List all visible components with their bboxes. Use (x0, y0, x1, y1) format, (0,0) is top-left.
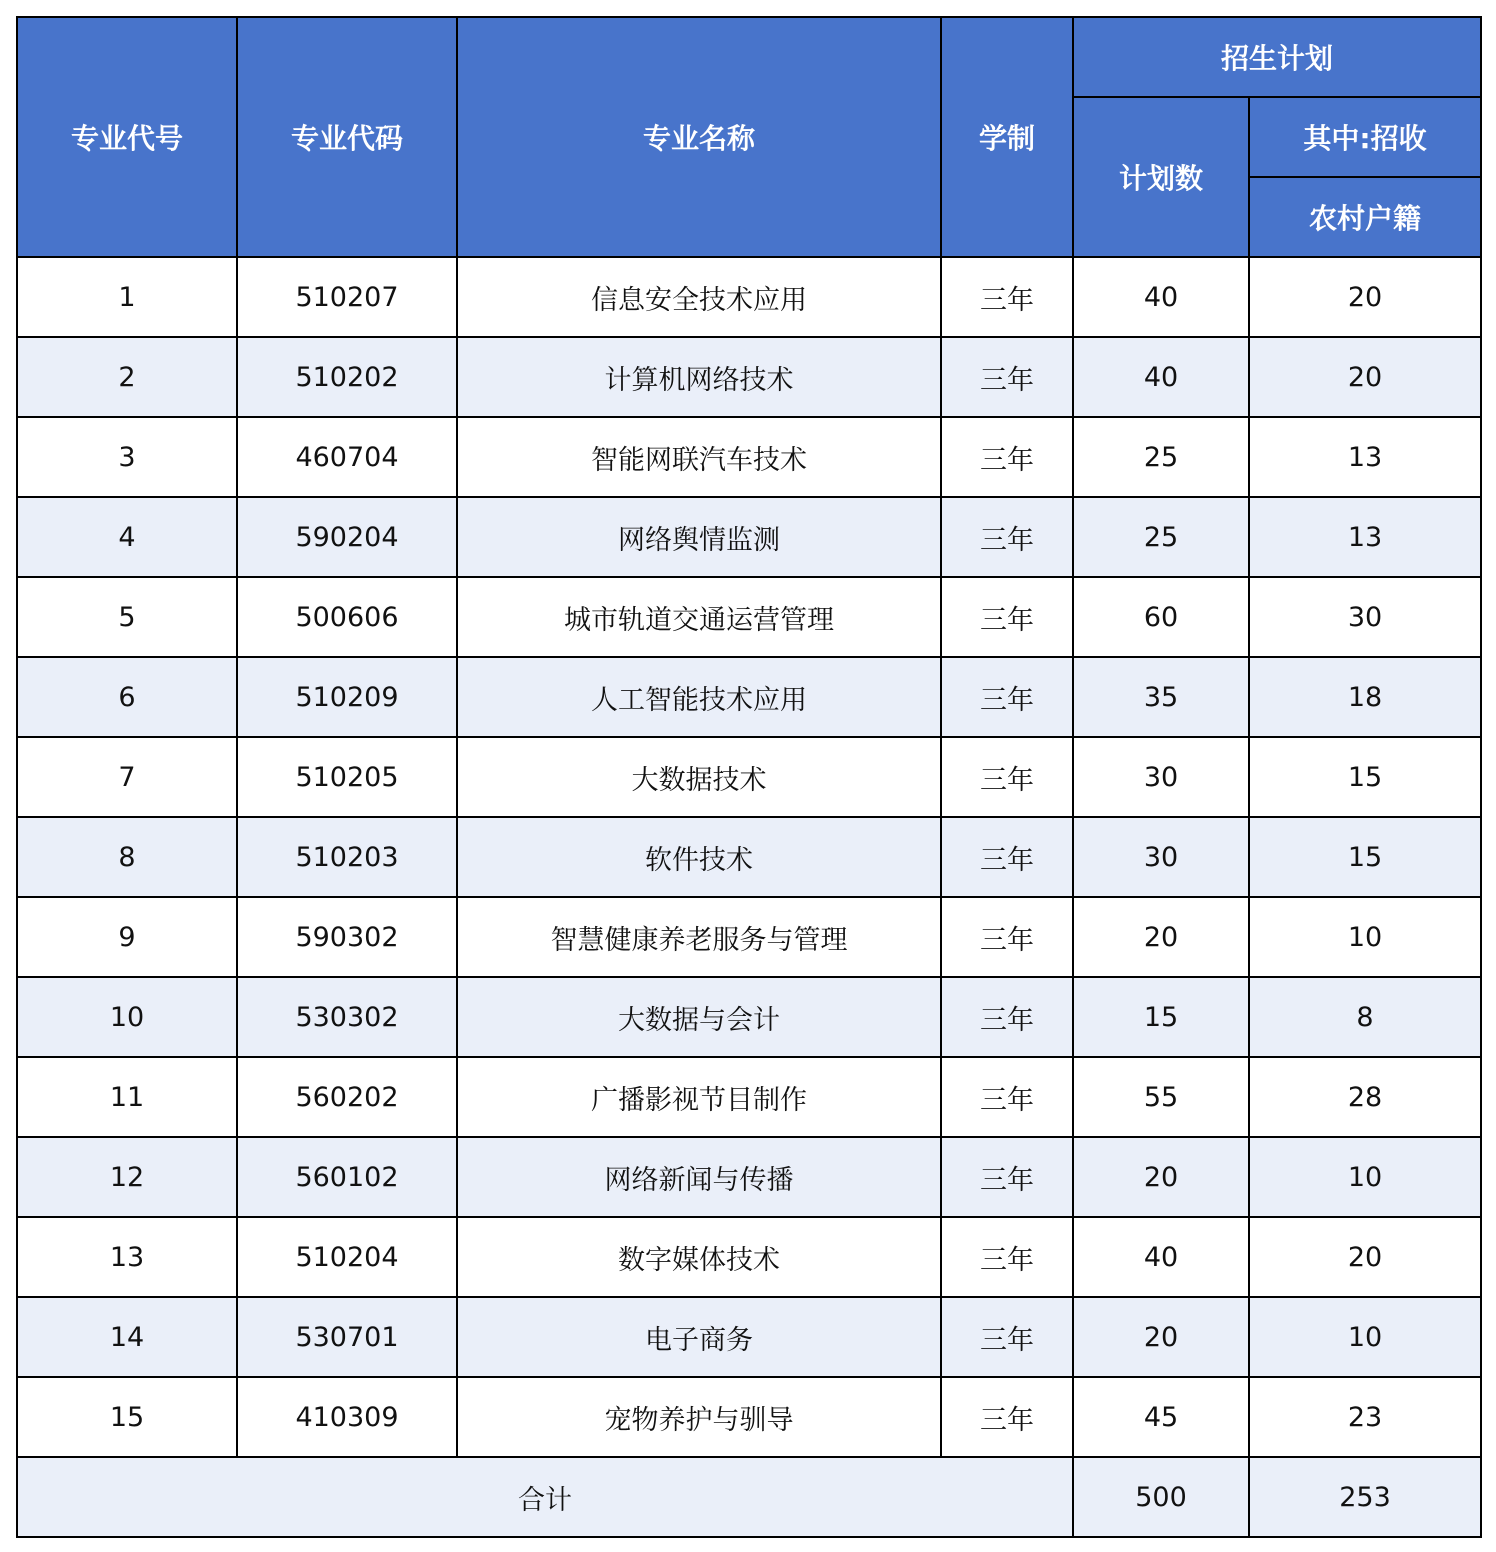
cell-seq: 9 (17, 897, 237, 977)
cell-rural: 15 (1249, 817, 1481, 897)
cell-plan: 20 (1073, 1137, 1249, 1217)
cell-name: 大数据与会计 (457, 977, 941, 1057)
cell-rural: 28 (1249, 1057, 1481, 1137)
cell-code: 510205 (237, 737, 457, 817)
header-seq: 专业代号 (17, 17, 237, 257)
total-label: 合计 (17, 1457, 1073, 1537)
cell-seq: 13 (17, 1217, 237, 1297)
cell-seq: 6 (17, 657, 237, 737)
table-row (17, 417, 1481, 497)
cell-duration: 三年 (941, 817, 1073, 897)
cell-name: 网络新闻与传播 (457, 1137, 941, 1217)
cell-code: 530701 (237, 1297, 457, 1377)
cell-code: 510203 (237, 817, 457, 897)
header-code: 专业代码 (237, 17, 457, 257)
table-row (17, 977, 1481, 1057)
cell-plan: 25 (1073, 497, 1249, 577)
cell-duration: 三年 (941, 1377, 1073, 1457)
cell-name: 网络舆情监测 (457, 497, 941, 577)
cell-duration: 三年 (941, 497, 1073, 577)
cell-rural: 20 (1249, 1217, 1481, 1297)
table-row (17, 1217, 1481, 1297)
cell-plan: 25 (1073, 417, 1249, 497)
total-rural: 253 (1249, 1457, 1481, 1537)
cell-duration: 三年 (941, 337, 1073, 417)
cell-seq: 11 (17, 1057, 237, 1137)
table-body (17, 257, 1481, 1457)
cell-name: 智能网联汽车技术 (457, 417, 941, 497)
cell-plan: 45 (1073, 1377, 1249, 1457)
cell-plan: 40 (1073, 257, 1249, 337)
table-row (17, 1137, 1481, 1217)
table-row (17, 1057, 1481, 1137)
cell-seq: 8 (17, 817, 237, 897)
cell-seq: 5 (17, 577, 237, 657)
cell-seq: 3 (17, 417, 237, 497)
cell-rural: 15 (1249, 737, 1481, 817)
cell-duration: 三年 (941, 977, 1073, 1057)
header-duration: 学制 (941, 17, 1073, 257)
cell-rural: 20 (1249, 337, 1481, 417)
table-row (17, 1377, 1481, 1457)
cell-duration: 三年 (941, 897, 1073, 977)
header-rural-line1: 其中:招收 (1249, 97, 1481, 177)
cell-code: 510207 (237, 257, 457, 337)
cell-seq: 1 (17, 257, 237, 337)
cell-code: 510209 (237, 657, 457, 737)
cell-duration: 三年 (941, 1217, 1073, 1297)
enrollment-plan-table (16, 16, 1482, 1538)
cell-name: 数字媒体技术 (457, 1217, 941, 1297)
table-row (17, 737, 1481, 817)
cell-rural: 10 (1249, 1297, 1481, 1377)
cell-rural: 10 (1249, 897, 1481, 977)
cell-code: 530302 (237, 977, 457, 1057)
cell-duration: 三年 (941, 1057, 1073, 1137)
cell-rural: 18 (1249, 657, 1481, 737)
total-row (17, 1457, 1481, 1537)
cell-plan: 60 (1073, 577, 1249, 657)
cell-duration: 三年 (941, 257, 1073, 337)
cell-code: 410309 (237, 1377, 457, 1457)
cell-rural: 8 (1249, 977, 1481, 1057)
cell-duration: 三年 (941, 577, 1073, 657)
cell-duration: 三年 (941, 1297, 1073, 1377)
cell-plan: 40 (1073, 1217, 1249, 1297)
cell-duration: 三年 (941, 737, 1073, 817)
cell-code: 560102 (237, 1137, 457, 1217)
table-row (17, 657, 1481, 737)
cell-name: 智慧健康养老服务与管理 (457, 897, 941, 977)
cell-plan: 35 (1073, 657, 1249, 737)
cell-plan: 30 (1073, 737, 1249, 817)
cell-code: 560202 (237, 1057, 457, 1137)
cell-plan: 40 (1073, 337, 1249, 417)
cell-plan: 20 (1073, 1297, 1249, 1377)
table-row (17, 817, 1481, 897)
table-row (17, 337, 1481, 417)
cell-code: 510204 (237, 1217, 457, 1297)
cell-plan: 30 (1073, 817, 1249, 897)
cell-seq: 4 (17, 497, 237, 577)
cell-name: 广播影视节目制作 (457, 1057, 941, 1137)
cell-duration: 三年 (941, 657, 1073, 737)
table-row (17, 897, 1481, 977)
cell-code: 510202 (237, 337, 457, 417)
cell-code: 500606 (237, 577, 457, 657)
cell-duration: 三年 (941, 417, 1073, 497)
cell-rural: 20 (1249, 257, 1481, 337)
table-row (17, 257, 1481, 337)
cell-rural: 13 (1249, 417, 1481, 497)
cell-name: 人工智能技术应用 (457, 657, 941, 737)
cell-duration: 三年 (941, 1137, 1073, 1217)
cell-code: 590204 (237, 497, 457, 577)
table-row (17, 1297, 1481, 1377)
cell-name: 城市轨道交通运营管理 (457, 577, 941, 657)
cell-name: 计算机网络技术 (457, 337, 941, 417)
header-name: 专业名称 (457, 17, 941, 257)
total-plan: 500 (1073, 1457, 1249, 1537)
cell-seq: 2 (17, 337, 237, 417)
cell-seq: 14 (17, 1297, 237, 1377)
cell-seq: 12 (17, 1137, 237, 1217)
table-row (17, 497, 1481, 577)
cell-seq: 15 (17, 1377, 237, 1457)
cell-seq: 10 (17, 977, 237, 1057)
header-rural-line2: 农村户籍 (1249, 177, 1481, 257)
cell-name: 信息安全技术应用 (457, 257, 941, 337)
cell-name: 电子商务 (457, 1297, 941, 1377)
cell-rural: 13 (1249, 497, 1481, 577)
cell-rural: 23 (1249, 1377, 1481, 1457)
cell-name: 大数据技术 (457, 737, 941, 817)
cell-plan: 55 (1073, 1057, 1249, 1137)
cell-rural: 30 (1249, 577, 1481, 657)
cell-name: 宠物养护与驯导 (457, 1377, 941, 1457)
cell-plan: 20 (1073, 897, 1249, 977)
cell-plan: 15 (1073, 977, 1249, 1057)
cell-seq: 7 (17, 737, 237, 817)
table-row (17, 577, 1481, 657)
header-plan-count: 计划数 (1073, 97, 1249, 257)
cell-name: 软件技术 (457, 817, 941, 897)
cell-code: 460704 (237, 417, 457, 497)
cell-code: 590302 (237, 897, 457, 977)
header-plan-group: 招生计划 (1073, 17, 1481, 97)
cell-rural: 10 (1249, 1137, 1481, 1217)
